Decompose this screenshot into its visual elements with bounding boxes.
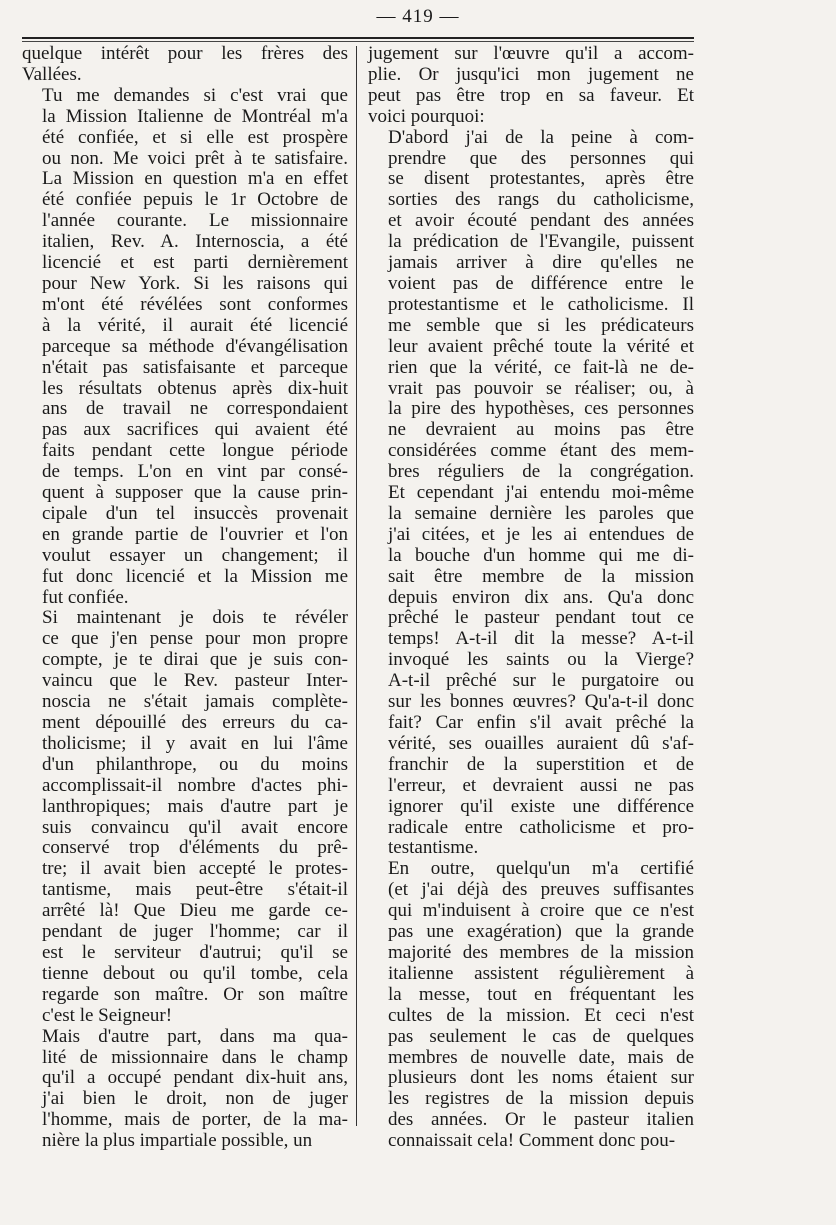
text-line: majorité des membres de la mission bbox=[388, 941, 694, 963]
paragraph bbox=[22, 608, 348, 1026]
text-line: été confiée pepuis le 1r Octobre de bbox=[42, 189, 348, 211]
text-line: et avoir écouté pendant des années bbox=[388, 210, 694, 232]
text-line: tantisme, mais peut-être s'était-il bbox=[42, 879, 348, 901]
text-line: ment dépouillé des erreurs du ca- bbox=[42, 712, 348, 733]
text-line: considérées comme étant des mem- bbox=[388, 440, 694, 462]
text-line: jugement sur l'œuvre qu'il a accom- bbox=[368, 43, 694, 64]
text-line: j'ai bien le droit, non de juger bbox=[42, 1088, 348, 1110]
text-line: voulut essayer un changement; il bbox=[42, 544, 348, 566]
text-line: tienne debout ou qu'il tombe, cela bbox=[42, 962, 348, 984]
text-line: les résultats obtenus après dix-huit bbox=[42, 377, 348, 399]
text-line: en grande partie de l'ouvrier et l'on bbox=[42, 523, 348, 545]
text-line: d'un philanthrope, ou du moins bbox=[42, 753, 348, 775]
paragraph bbox=[368, 44, 694, 128]
text-line: m'ont été révélées sont conformes bbox=[42, 293, 348, 315]
text-line: connaissait cela! Comment donc pou- bbox=[388, 1130, 676, 1152]
text-line: qu'il a occupé pendant dix-huit ans, bbox=[42, 1067, 348, 1089]
text-line: rien que la vérité, ce fait-là ne de- bbox=[388, 356, 694, 378]
text-line: cultes de la mission. Et ceci n'est bbox=[388, 1004, 694, 1026]
text-line: parceque sa méthode d'évangélisation bbox=[42, 335, 348, 357]
text-line: ce que j'en pense pour mon propre bbox=[42, 628, 348, 650]
paragraph bbox=[368, 859, 694, 1152]
text-line: italienne assistent régulièrement à bbox=[388, 962, 694, 984]
text-line: sur les bonnes œuvres? Qu'a-t-il donc bbox=[388, 691, 694, 713]
text-line: jamais arriver à dire qu'elles ne bbox=[388, 252, 694, 274]
column-divider bbox=[356, 46, 357, 1126]
text-line: à la vérité, il aurait été licencié bbox=[42, 314, 348, 336]
header-rule bbox=[22, 37, 694, 39]
paragraph bbox=[368, 128, 694, 860]
text-line: pour New York. Si les raisons qui bbox=[42, 272, 348, 294]
text-line: A-t-il prêché sur le purgatoire ou bbox=[388, 670, 694, 692]
text-line: peut pas être trop en sa faveur. Et bbox=[368, 84, 694, 106]
paragraph bbox=[22, 1027, 348, 1152]
text-line: En outre, quelqu'un m'a certifié bbox=[388, 858, 694, 880]
text-line: licencié et est parti dernièrement bbox=[42, 252, 348, 274]
text-line: leur avaient prêché toute la vérité et bbox=[388, 335, 694, 357]
text-line: noscia ne s'était jamais complète- bbox=[42, 691, 348, 713]
text-line: de temps. L'on en vint par consé- bbox=[42, 461, 348, 483]
text-line: Et cependant j'ai entendu moi-même bbox=[388, 482, 694, 504]
text-line: la bouche d'un homme qui me di- bbox=[388, 544, 694, 566]
paragraph bbox=[22, 44, 348, 86]
text-line: des années. Or le pasteur italien bbox=[388, 1109, 694, 1131]
text-line: est le serviteur d'autrui; qu'il se bbox=[42, 941, 348, 963]
text-line: tre; il avait bien accepté le protes- bbox=[42, 858, 348, 880]
text-line: pendant de juger l'homme; car il bbox=[42, 921, 348, 943]
text-line: voient pas de différence entre le bbox=[388, 272, 694, 294]
text-line: nière la plus impartiale possible, un bbox=[42, 1130, 313, 1152]
text-line: faits pendant cette longue période bbox=[42, 440, 348, 462]
text-line: fait? Car enfin s'il avait prêché la bbox=[388, 712, 694, 733]
text-line: ne devraient au moins pas être bbox=[388, 419, 694, 441]
text-line: prendre que des personnes qui bbox=[388, 147, 694, 169]
text-line: conservé trop d'éléments du prê- bbox=[42, 837, 348, 859]
text-line: Tu me demandes si c'est vrai que bbox=[42, 84, 348, 106]
text-line: La Mission en question m'a en effet bbox=[42, 168, 348, 190]
text-line: fut confiée. bbox=[42, 586, 129, 608]
text-line: quent à supposer que la cause prin- bbox=[42, 482, 348, 504]
text-line: Vallées. bbox=[22, 63, 82, 85]
text-line: lanthropiques; mais d'autre part je bbox=[42, 795, 348, 817]
text-line: vérité, ses ouailles auraient dû s'af- bbox=[388, 732, 694, 754]
text-line: voici pourquoi: bbox=[368, 105, 485, 127]
text-line: n'était pas satisfaisante et parceque bbox=[42, 356, 348, 378]
text-line: pas aux sacrifices qui avaient été bbox=[42, 419, 348, 441]
text-line: la pire des hypothèses, ces personnes bbox=[388, 398, 694, 420]
text-line: j'ai citées, et je les ai entendues de bbox=[388, 523, 694, 545]
text-line: quelque intérêt pour les frères des bbox=[22, 43, 348, 64]
text-line: vaincu que le Rev. pasteur Inter- bbox=[42, 670, 348, 692]
right-column bbox=[368, 44, 694, 1152]
text-line: sorties des rangs du catholicisme, bbox=[388, 189, 694, 211]
text-line: compte, je te dirai que je suis con- bbox=[42, 649, 348, 671]
text-line: membres de nouvelle date, mais de bbox=[388, 1046, 694, 1068]
text-line: arrêté là! Que Dieu me garde ce- bbox=[42, 900, 348, 922]
paragraph bbox=[22, 86, 348, 609]
text-line: qui m'induisent à croire que ce n'est bbox=[388, 900, 694, 922]
text-line: accomplissait-il nombre d'actes phi- bbox=[42, 774, 348, 796]
text-line: lité de missionnaire dans le champ bbox=[42, 1046, 348, 1068]
text-line: testantisme. bbox=[388, 837, 479, 859]
text-line: se disent protestantes, après être bbox=[388, 168, 694, 190]
text-line: prêché le pasteur pendant tout ce bbox=[388, 607, 694, 629]
text-line: la Mission Italienne de Montréal m'a bbox=[42, 105, 348, 127]
text-line: ignorer qu'il existe une différence bbox=[388, 795, 694, 817]
text-line: plie. Or jusqu'ici mon jugement ne bbox=[368, 63, 694, 85]
text-line: vrait pas pouvoir se réaliser; ou, à bbox=[388, 377, 694, 399]
text-line: depuis environ dix ans. Qu'a donc bbox=[388, 586, 694, 608]
text-line: Si maintenant je dois te révéler bbox=[42, 607, 348, 629]
header-rule-thin bbox=[22, 41, 694, 42]
text-line: me semble que si les prédicateurs bbox=[388, 314, 694, 336]
text-line: protestantisme et le catholicisme. Il bbox=[388, 293, 694, 315]
text-line: la messe, tout en fréquentant les bbox=[388, 983, 694, 1005]
text-line: été confiée, et si elle est prospère bbox=[42, 126, 348, 148]
text-line: les registres de la mission depuis bbox=[388, 1088, 694, 1110]
text-line: c'est le Seigneur! bbox=[42, 1004, 173, 1026]
text-line: la prédication de l'Evangile, puissent bbox=[388, 231, 694, 253]
text-line: sait être membre de la mission bbox=[388, 565, 694, 587]
text-line: l'année courante. Le missionnaire bbox=[42, 210, 348, 232]
text-line: suis convaincu qu'il avait encore bbox=[42, 816, 348, 838]
page-number: — 419 — bbox=[376, 6, 460, 27]
text-line: la semaine dernière les paroles que bbox=[388, 502, 694, 524]
text-line: radicale entre catholicisme et pro- bbox=[388, 816, 694, 838]
text-line: pas une exagération) que la grande bbox=[388, 921, 694, 943]
text-line: l'erreur, et devraient aussi ne pas bbox=[388, 774, 694, 796]
text-line: cipale d'un tel insuccès provenait bbox=[42, 502, 348, 524]
text-line: Mais d'autre part, dans ma qua- bbox=[42, 1025, 348, 1047]
text-line: pas seulement le cas de quelques bbox=[388, 1025, 694, 1047]
left-column bbox=[22, 44, 348, 1152]
text-line: ans de travail ne correspondaient bbox=[42, 398, 348, 420]
text-line: franchir de la superstition et de bbox=[388, 753, 694, 775]
text-line: D'abord j'ai de la peine à com- bbox=[388, 126, 694, 148]
text-line: fut donc licencié et la Mission me bbox=[42, 565, 348, 587]
text-line: italien, Rev. A. Internoscia, a été bbox=[42, 231, 348, 253]
text-line: bres réguliers de la congrégation. bbox=[388, 461, 694, 483]
text-line: regarde son maître. Or son maître bbox=[42, 983, 348, 1005]
text-line: (et j'ai déjà des preuves suffisantes bbox=[388, 879, 694, 901]
text-line: ou non. Me voici prêt à te satisfaire. bbox=[42, 147, 348, 169]
text-line: temps! A-t-il dit la messe? A-t-il bbox=[388, 628, 694, 650]
text-line: l'homme, mais de porter, de la ma- bbox=[42, 1109, 348, 1131]
text-line: plusieurs dont les noms étaient sur bbox=[388, 1067, 694, 1089]
text-line: tholicisme; il y avait en lui l'âme bbox=[42, 732, 348, 754]
text-line: invoqué les saints ou la Vierge? bbox=[388, 649, 694, 671]
